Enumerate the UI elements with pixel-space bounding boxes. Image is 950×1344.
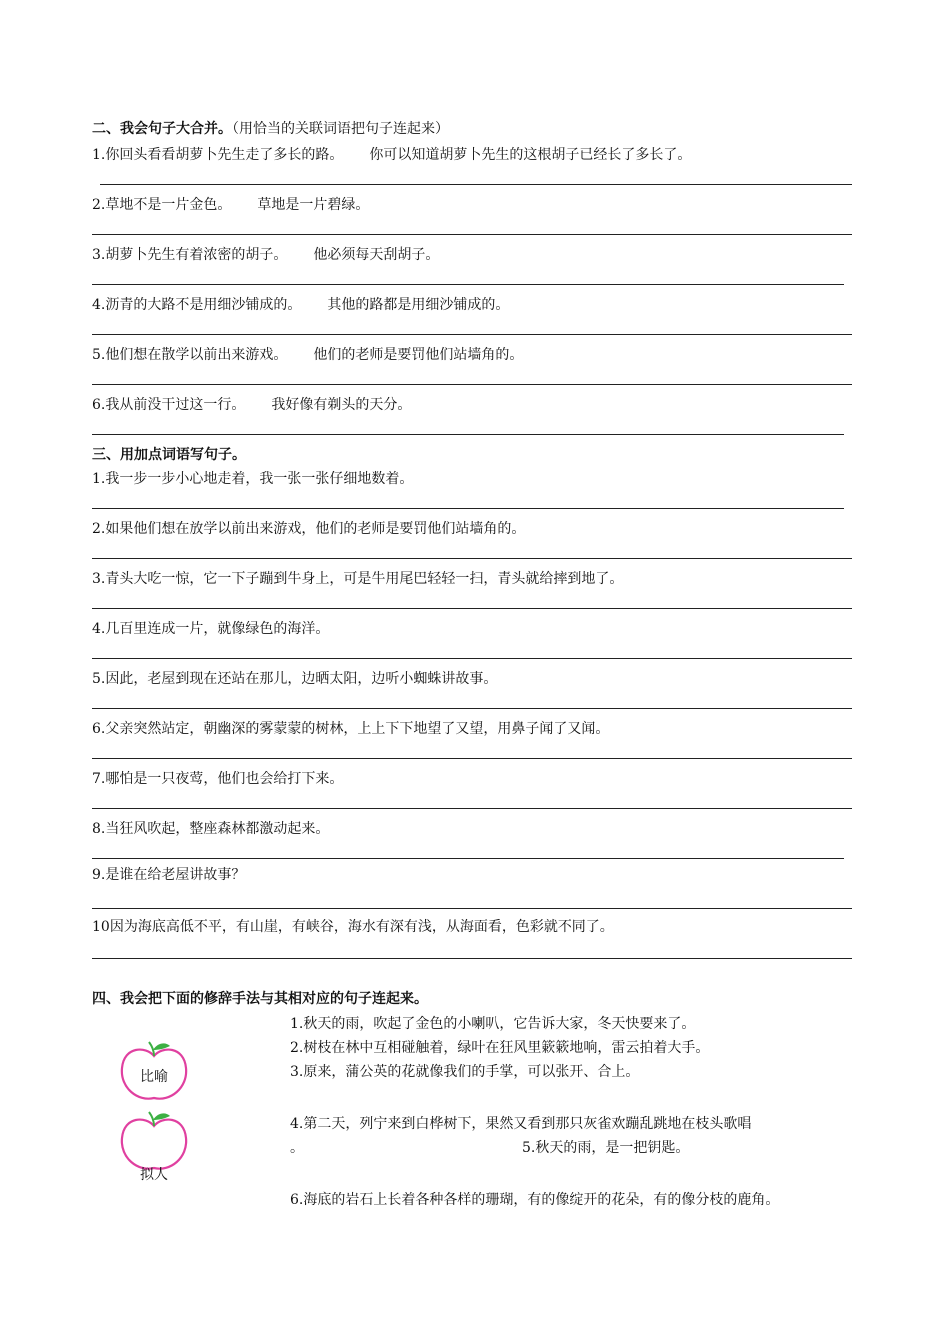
section3-item-3: 3.青头大吃一惊，它一下子蹦到牛身上，可是牛用尾巴轻轻一扫，青头就给摔到地了。 [92, 571, 624, 587]
answer-line[interactable] [92, 658, 852, 659]
answer-line[interactable] [92, 608, 852, 609]
answer-line[interactable] [92, 384, 852, 385]
answer-line[interactable] [92, 858, 844, 859]
sentence-a: 1.你回头看看胡萝卜先生走了多长的路。 [92, 147, 344, 163]
sentence-b: 草地是一片碧绿。 [257, 197, 370, 213]
answer-line[interactable] [92, 434, 844, 435]
section2-item-2 [92, 196, 369, 214]
answer-line[interactable] [92, 508, 844, 509]
answer-line[interactable] [92, 284, 844, 285]
rhetoric-sentence-5[interactable]: 5.秋天的雨，是一把钥匙。 [522, 1140, 690, 1156]
section2-item-3 [92, 246, 439, 264]
section3-heading [92, 446, 246, 464]
apple-label-metaphor: 比喻 [140, 1069, 168, 1085]
section2-item-1 [92, 146, 691, 164]
sentence-a: 2.草地不是一片金色。 [92, 197, 232, 213]
answer-line[interactable] [100, 184, 852, 185]
rhetoric-sentence-4[interactable]: 4.第二天，列宁来到白桦树下，果然又看到那只灰雀欢蹦乱跳地在枝头歌唱 [290, 1116, 752, 1132]
rhetoric-sentence-6[interactable]: 6.海底的岩石上长着各种各样的珊瑚，有的像绽开的花朵，有的像分枝的鹿角。 [290, 1192, 780, 1208]
sentence-b: 你可以知道胡萝卜先生的这根胡子已经长了多长了。 [369, 147, 692, 163]
rhetoric-sentence-2[interactable]: 2.树枝在林中互相碰触着，绿叶在狂风里簌簌地响，雷云拍着大手。 [290, 1040, 710, 1056]
section3-item-6: 6.父亲突然站定，朝幽深的雾蒙蒙的树林，上上下下地望了又望，用鼻子闻了又闻。 [92, 721, 610, 737]
sentence-b: 我好像有剃头的天分。 [271, 397, 412, 413]
sentence-a: 3.胡萝卜先生有着浓密的胡子。 [92, 247, 288, 263]
rhetoric-sentence-4-end: 。 [290, 1140, 304, 1156]
sentence-b: 他们的老师是要罚他们站墙角的。 [313, 347, 524, 363]
answer-line[interactable] [92, 708, 852, 709]
answer-line[interactable] [92, 958, 852, 959]
section2-item-6 [92, 396, 411, 414]
section3-item-9: 9.是谁在给老屋讲故事？ [92, 867, 246, 883]
section3-item-7: 7.哪怕是一只夜莺，他们也会给打下来。 [92, 771, 344, 787]
section3-item-5: 5.因此，老屋到现在还站在那儿，边晒太阳，边听小蜘蛛讲故事。 [92, 671, 498, 687]
rhetoric-sentence-1[interactable]: 1.秋天的雨，吹起了金色的小喇叭，它告诉大家，冬天快要来了。 [290, 1016, 696, 1032]
section3-item-4: 4.几百里连成一片，就像绿色的海洋。 [92, 621, 330, 637]
sentence-b: 其他的路都是用细沙铺成的。 [327, 297, 510, 313]
answer-line[interactable] [92, 758, 852, 759]
answer-line[interactable] [92, 234, 852, 235]
section3-item-8: 8.当狂风吹起，整座森林都激动起来。 [92, 821, 330, 837]
rhetoric-sentence-3[interactable]: 3.原来，蒲公英的花就像我们的手掌，可以张开、合上。 [290, 1064, 640, 1080]
sentence-a: 6.我从前没干过这一行。 [92, 397, 246, 413]
section4-heading [92, 990, 428, 1008]
sentence-a: 4.沥青的大路不是用细沙铺成的。 [92, 297, 302, 313]
answer-line[interactable] [92, 808, 852, 809]
apple-label-personification: 拟人 [140, 1167, 168, 1183]
section2-item-5 [92, 346, 523, 364]
sentence-b: 他必须每天刮胡子。 [313, 247, 440, 263]
section2-title: 二、我会句子大合并。 [92, 121, 232, 137]
answer-line[interactable] [92, 334, 852, 335]
rhetoric-sentences [290, 1012, 850, 1084]
section3-item-1: 1.我一步一步小心地走着，我一张一张仔细地数着。 [92, 471, 414, 487]
rhetoric-sentences-2 [290, 1112, 850, 1160]
section3-item-2: 2.如果他们想在放学以前出来游戏，他们的老师是要罚他们站墙角的。 [92, 521, 526, 537]
section2-item-4 [92, 296, 509, 314]
rhetoric-sentence-4-end-row [290, 1136, 850, 1160]
section2-note: （用恰当的关联词语把句子连起来） [232, 121, 449, 137]
answer-line[interactable] [92, 558, 852, 559]
answer-line[interactable] [92, 908, 852, 909]
sentence-a: 5.他们想在散学以前出来游戏。 [92, 347, 288, 363]
section4-title: 四、我会把下面的修辞手法与其相对应的句子连起来。 [92, 991, 428, 1007]
section3-title: 三、用加点词语写句子。 [92, 447, 246, 463]
section2-heading [92, 120, 449, 138]
rhetoric-sentences-3 [290, 1188, 850, 1212]
section3-item-10: 10因为海底高低不平，有山崖，有峡谷，海水有深有浅，从海面看，色彩就不同了。 [92, 919, 614, 935]
